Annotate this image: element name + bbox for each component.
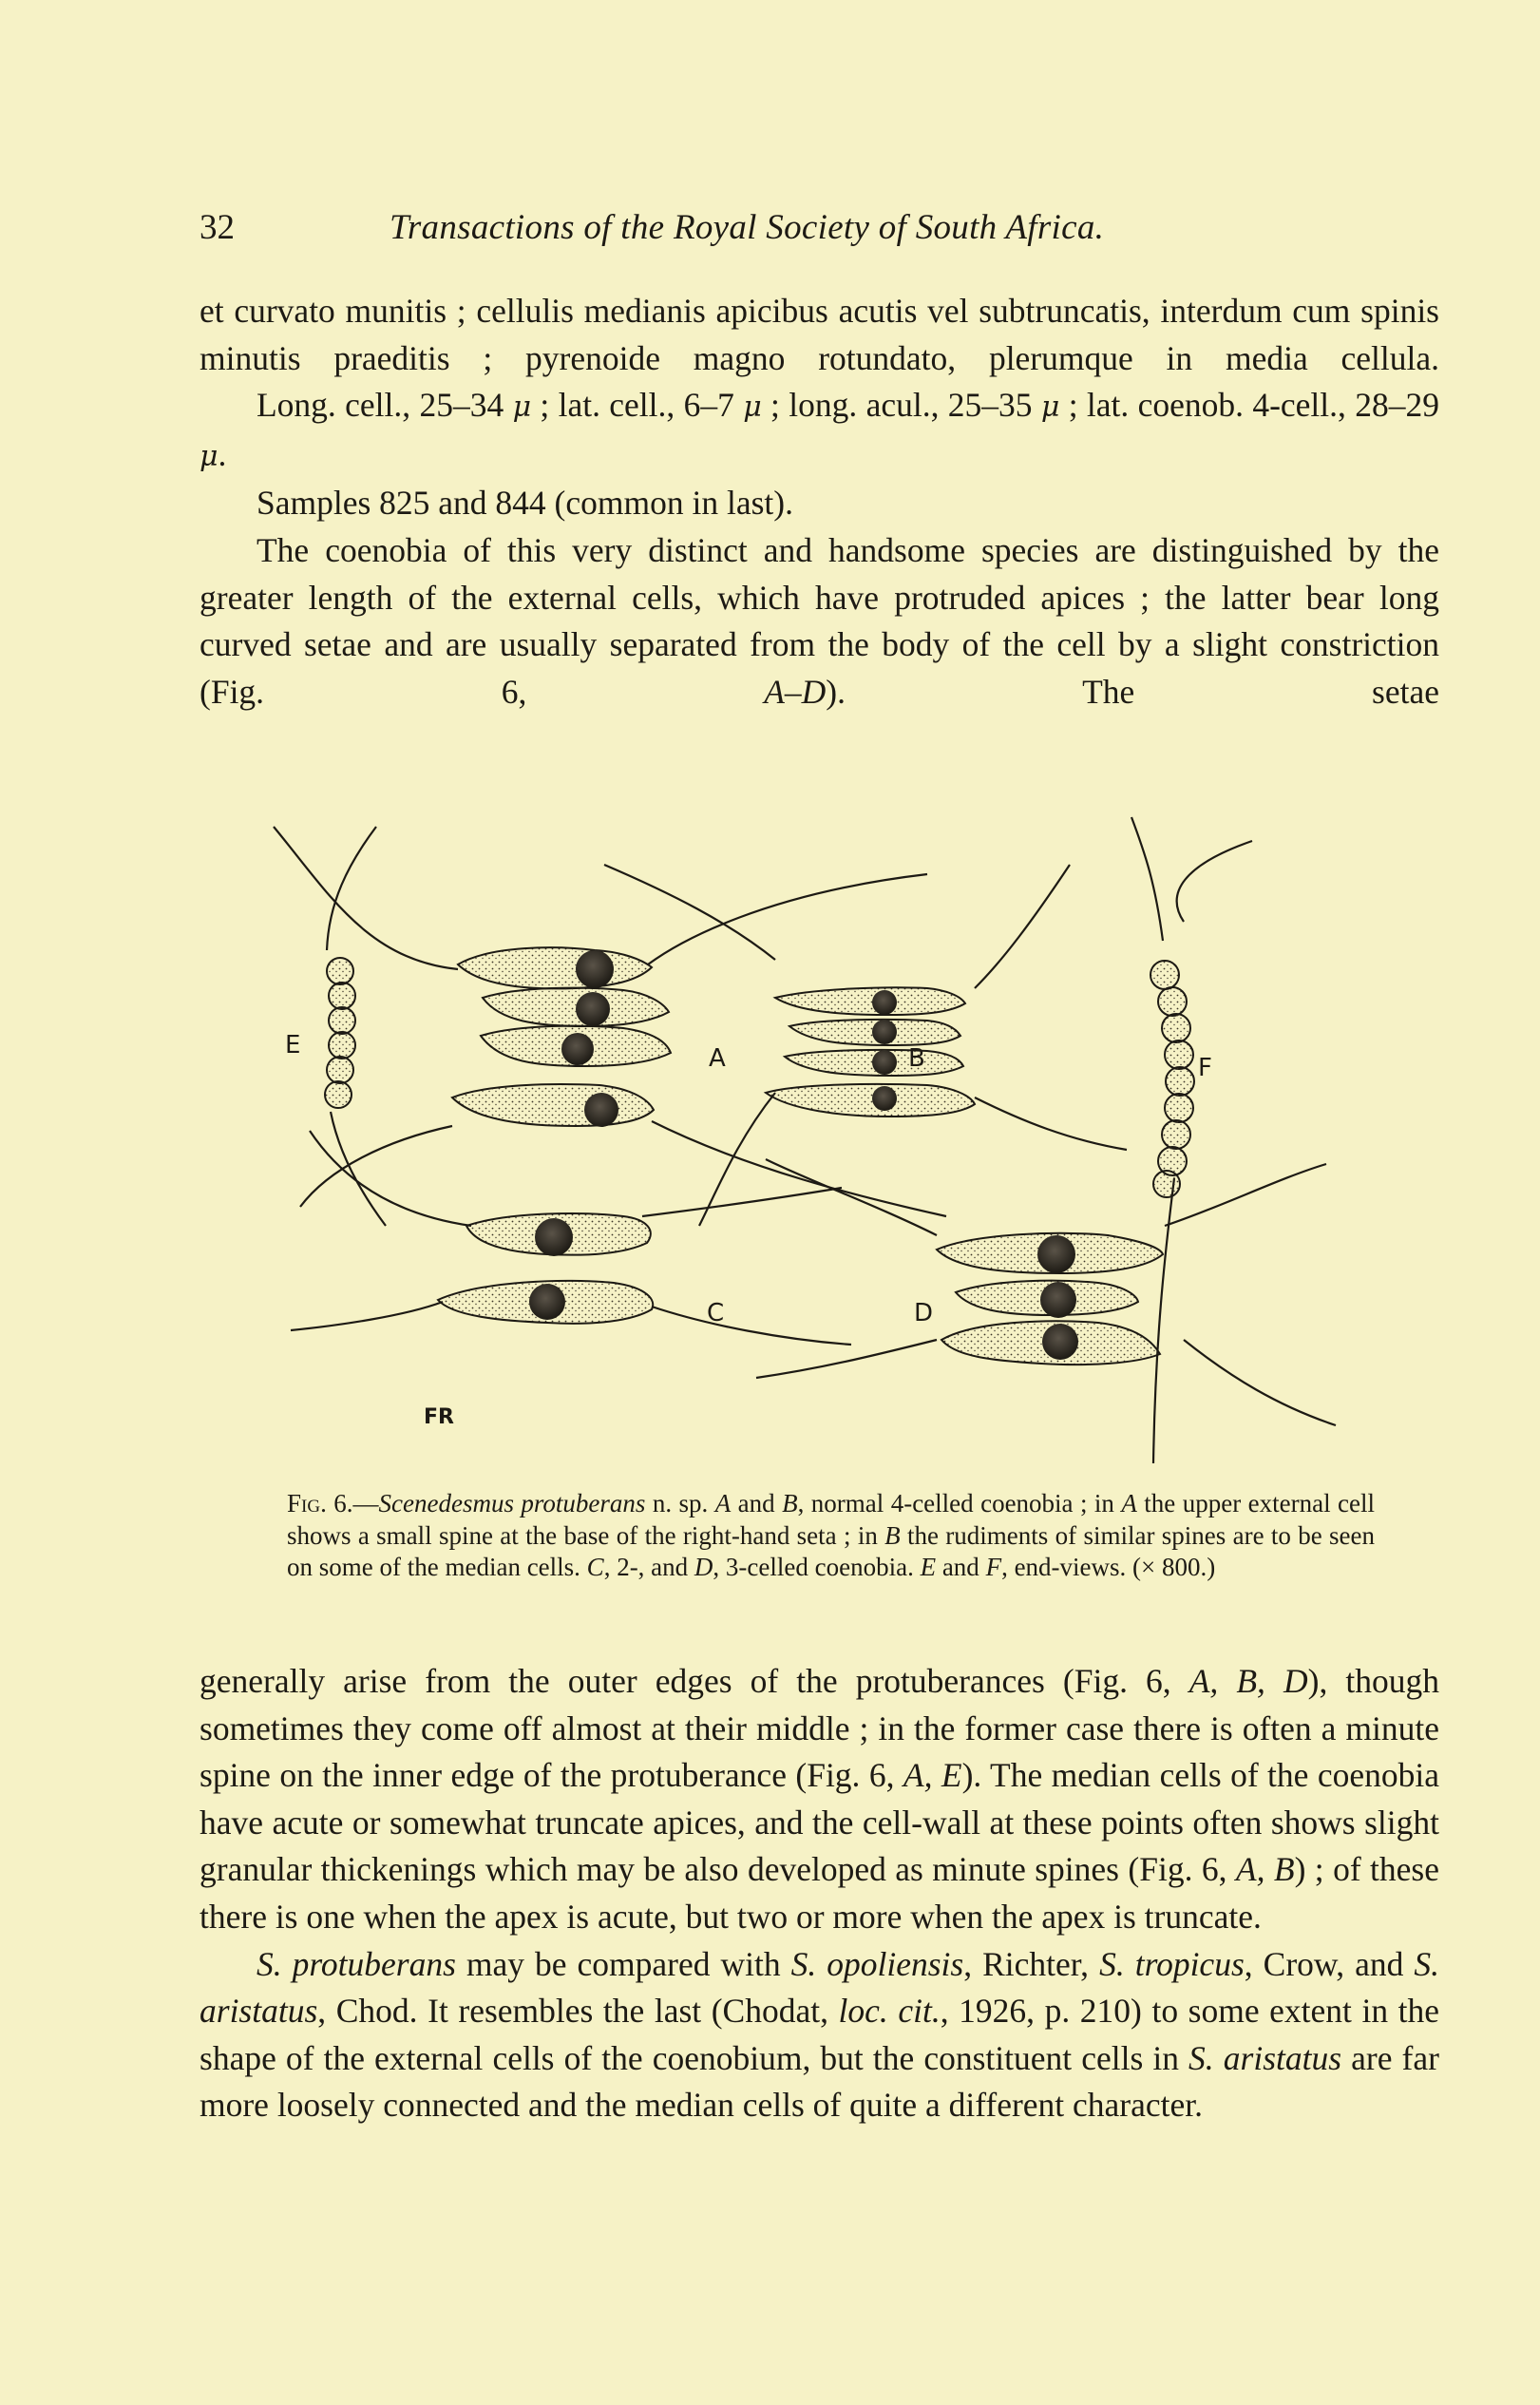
micron-symbol: μ [512,391,532,425]
figure-ref: A, B [1235,1850,1295,1889]
ref-C: C [586,1553,604,1581]
figure-caption [287,1488,1375,1584]
ref-D: D [694,1553,713,1581]
figure-ref: A–D [764,672,827,711]
figure-svg [272,808,1374,1473]
body-text-bottom [200,1658,1439,2129]
journal-title: Transactions of the Royal Society of South Africa. [390,208,1105,247]
end-view-F [1150,961,1194,1197]
paragraph-comparison [200,1941,1439,2129]
text-run: and [731,1489,783,1517]
species-name: S. tropicus [1099,1944,1245,1983]
paragraph-latin-diagnosis [200,288,1439,382]
species-name: S. aristatus [1188,2038,1342,2077]
text-run: generally arise from the outer edges of the protuberances (Fig. 6, [200,1662,1189,1700]
figure-ref: A, B, D [1188,1662,1308,1700]
text-run: et curvato munitis ; cellulis medianis apicibus acutis vel subtruncatis, interdum cum spinis minutis praeditis ; pyrenoide magno rotundato, plerumque in media cellula. [200,292,1439,377]
species-name: S. opoliensis [790,1944,964,1983]
text-run: ) ; of these there is one when the apex is acute, but two or more when the apex is truncate. [200,1850,1439,1936]
text-run: , Chod. It resembles the last (Chodat, [317,1992,839,2031]
text-run: the rudiments of similar spines are to be seen on some of the median cells. [287,1520,1375,1581]
paragraph-setae [200,1658,1439,1941]
paragraph-measurements [200,382,1439,480]
text-run: , Crow, and [1244,1944,1415,1983]
micron-symbol: μ [1040,391,1060,425]
running-header [200,207,1444,255]
species-name: Scenedesmus protuberans [378,1489,646,1517]
text-run: ), though sometimes they come off almost at their middle ; in the former case there is often a minute spine on the inner edge of the protuberance (Fig. 6, [200,1662,1440,1795]
text-run: , 2-, and [603,1553,694,1581]
ref-A: A [714,1489,732,1517]
label-D: D [914,1299,934,1327]
coenobium-B [766,987,975,1117]
text-run: ; lat. cell., 6–7 [531,386,744,425]
text-run: are far more loosely connected and the median cells of quite a different character. [200,2038,1439,2125]
artist-monogram: FR [424,1405,454,1429]
ref-B: B [884,1520,901,1550]
species-name: S. protuberans [257,1944,456,1983]
text-run: ; lat. coenob. 4-cell., 28–29 [1059,386,1439,425]
coenobium-D-pyrenoids [1037,1235,1078,1360]
paragraph-samples [200,480,1439,527]
text-run: the upper external cell shows a small spine at the base of the right-hand seta ; in [287,1489,1375,1550]
coenobium-A [452,947,671,1126]
magnification: (× 800.) [1132,1553,1216,1581]
text-run: , 1926, p. 210) to some extent in the shape of the external cells of the coenobium, but the constituent cells in [200,1992,1440,2077]
ref-B: B [782,1489,798,1517]
body-text-top [200,288,1439,716]
label-A: A [709,1044,726,1073]
ref-A: A [1121,1489,1137,1517]
text-run: , end-views. [1001,1553,1133,1581]
end-view-E [325,958,355,1108]
figure-6-illustration [272,808,1374,1473]
micron-symbol: μ [200,439,219,473]
ref-E: E [920,1553,937,1581]
figure-ref: A, E [903,1756,962,1795]
label-C: C [707,1299,725,1327]
label-B: B [908,1044,925,1073]
ref-F: F [985,1553,1002,1581]
text-run: n. sp. [645,1489,715,1517]
page-number: 32 [200,208,235,247]
text-run: ; long. acul., 25–35 [761,386,1041,425]
text-run: — [352,1489,379,1517]
caption-text [287,1488,1375,1584]
text-run: Samples 825 and 844 (common in last). [257,484,793,523]
text-run: and [936,1553,986,1581]
text-run: ). The setae [826,672,1439,711]
paragraph-description [200,527,1439,716]
label-E: E [285,1031,301,1059]
figure-label: Fig. 6. [287,1489,353,1517]
text-run: , 3-celled coenobia. [713,1553,921,1581]
text-run: , Richter, [963,1944,1100,1983]
label-F: F [1198,1054,1212,1082]
species-name: S. aristatus [200,1944,1440,2031]
micron-symbol: μ [743,391,762,425]
text-run: , normal 4-celled coenobia ; in [797,1489,1122,1517]
citation: loc. cit. [838,1992,941,2031]
text-run: The coenobia of this very distinct and handsome species are distinguished by the greater length of the external cells, which have protruded apices ; the latter bear long curved setae and are usually separated from the body of the cell by a slight constriction (Fig. 6, [200,530,1439,711]
text-run: Long. cell., 25–34 [257,386,513,425]
text-run: may be compared with [455,1944,791,1983]
text-run: . [218,434,227,473]
text-run: ). The median cells of the coenobia have acute or somewhat truncate apices, and the cell-wall at these points often shows slight granular thickenings which may be also developed as minute spines (Fig. 6, [200,1756,1439,1889]
